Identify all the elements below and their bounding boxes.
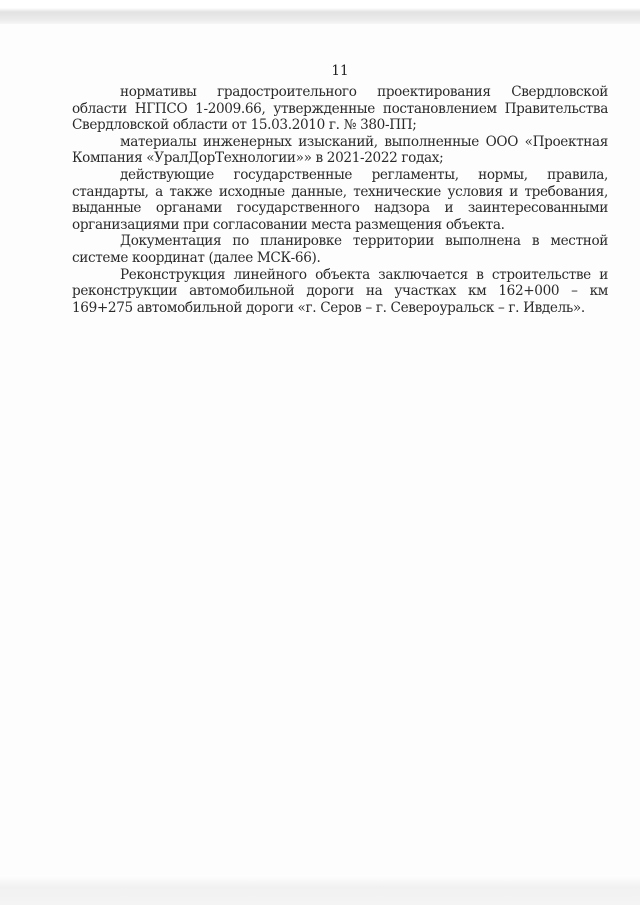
paragraph-urban-planning-norms: нормативы градостроительного проектирования Свердловской области НГПСО 1-2009.66, утвержденные постановлением Правительства Свердловской области от 15.03.2010 г. № 380-ПП; <box>72 84 608 134</box>
paragraph-state-regulations: действующие государственные регламенты, нормы, правила, стандарты, а также исходные данные, технические условия и требования, выданные органами государственного надзора и заинтересованными организациями при согласовании места размещения объекта. <box>72 166 608 233</box>
paragraph-reconstruction: Реконструкция линейного объекта заключается в строительстве и реконструкции автомобильной дороги на участках км 162+000 – км 169+275 автомобильной дороги «г. Серов – г. Североуральск – г. Ивдель». <box>72 266 608 316</box>
document-body <box>72 84 608 316</box>
scan-bottom-edge <box>0 875 640 905</box>
page-number: 11 <box>331 63 349 79</box>
scan-top-edge <box>0 0 640 24</box>
paragraph-engineering-surveys: материалы инженерных изысканий, выполненные ООО «Проектная Компания «УралДорТехнологии»» в 2021-2022 годах; <box>72 133 608 167</box>
paragraph-coordinate-system: Документация по планировке территории выполнена в местной системе координат (далее МСК-66). <box>72 233 608 266</box>
